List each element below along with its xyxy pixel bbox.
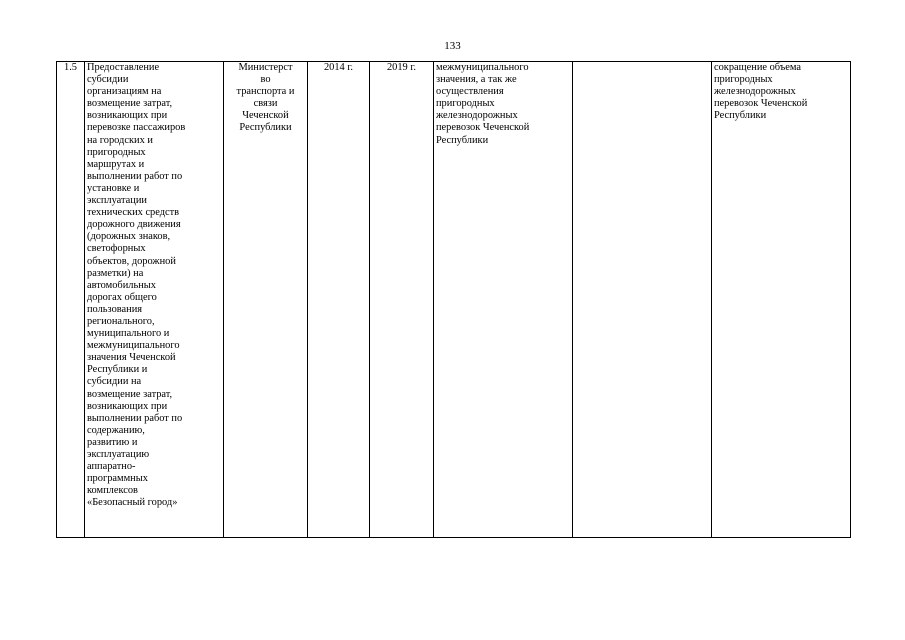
- end-year-cell: 2019 г.: [370, 62, 434, 538]
- cell-text-line: выполнении работ по: [87, 170, 183, 182]
- cell-text-line: Республики: [436, 134, 489, 146]
- start-year-cell: 2014 г.: [308, 62, 370, 538]
- cell-text-line: пригородных: [436, 98, 495, 110]
- cell-text-line: установке и: [87, 182, 140, 194]
- cell-text-line: содержанию,: [87, 424, 145, 436]
- cell-text-line: перевозок Чеченской: [436, 122, 530, 134]
- program-measures-table: [56, 61, 851, 538]
- cell-text-line: развитию и: [87, 436, 138, 448]
- cell-text-line: субсидии на: [87, 376, 142, 388]
- cell-text-line: межмуниципального: [436, 62, 529, 73]
- table-row: [57, 62, 851, 538]
- cell-text-line: дорогах общего: [87, 291, 157, 303]
- cell-text-line: во: [260, 74, 271, 86]
- cell-text-line: осуществления: [436, 86, 504, 98]
- cell-text-line: комплексов: [87, 485, 138, 497]
- cell-text-line: маршрутах и: [87, 158, 145, 170]
- cell-text-line: организациям на: [87, 86, 162, 98]
- measure-number-cell: 1.5: [57, 62, 85, 538]
- cell-text-line: на городских и: [87, 134, 153, 146]
- cell-text-line: «Безопасный город»: [87, 497, 178, 509]
- cell-text-line: дорожного движения: [87, 219, 181, 231]
- cell-text-line: эксплуатацию: [87, 449, 150, 460]
- cell-text-line: возмещение затрат,: [87, 388, 173, 400]
- cell-text-line: возникающих при: [87, 400, 168, 412]
- cell-text-line: выполнении работ по: [87, 412, 183, 424]
- cell-text-line: железнодорожных: [436, 110, 518, 122]
- cell-text-line: перевозок Чеченской: [714, 98, 808, 110]
- cell-text-line: программных: [87, 473, 148, 485]
- cell-text-line: возмещение затрат,: [87, 98, 173, 110]
- cell-text-line: пригородных: [714, 74, 773, 86]
- cell-text-line: перевозке пассажиров: [87, 122, 186, 134]
- cell-text-line: объектов, дорожной: [87, 255, 176, 267]
- cell-text-line: аппаратно-: [87, 461, 136, 473]
- cell-text-line: Республики: [714, 110, 767, 122]
- cell-text-line: муниципального и: [87, 328, 170, 340]
- cell-text-line: пригородных: [87, 146, 146, 158]
- cell-text-line: пользования: [87, 303, 143, 315]
- cell-text-line: Министерст: [238, 62, 293, 73]
- cell-text-line: возникающих при: [87, 110, 168, 122]
- page-number: 133: [444, 40, 461, 52]
- cell-text-line: сокращение объема: [714, 62, 801, 73]
- cell-text-line: эксплуатации: [87, 195, 147, 207]
- cell-text-line: транспорта и: [236, 86, 295, 98]
- cell-text-line: автомобильных: [87, 279, 156, 291]
- cell-text-line: значения Чеченской: [87, 352, 176, 364]
- cell-text-line: светофорных: [87, 243, 146, 255]
- executor-cell: [224, 62, 308, 538]
- cell-text-line: Чеченской: [242, 110, 289, 122]
- cell-text-line: железнодорожных: [714, 86, 796, 98]
- indicator-link-cell: [573, 62, 712, 538]
- measure-description-cell: [85, 62, 224, 538]
- consequences-cell: [712, 62, 851, 538]
- cell-text-line: Республики: [239, 122, 292, 134]
- cell-text-line: технических средств: [87, 207, 180, 219]
- expected-result-cell: [434, 62, 573, 538]
- cell-text-line: значения, а так же: [436, 74, 517, 86]
- cell-text-line: межмуниципального: [87, 340, 180, 352]
- cell-text-line: связи: [253, 98, 278, 110]
- cell-text-line: (дорожных знаков,: [87, 231, 171, 243]
- cell-text-line: регионального,: [87, 315, 155, 327]
- cell-text-line: Республики и: [87, 364, 148, 376]
- cell-text-line: субсидии: [87, 74, 129, 86]
- cell-text-line: разметки) на: [87, 267, 144, 279]
- cell-text-line: Предоставление: [87, 62, 160, 73]
